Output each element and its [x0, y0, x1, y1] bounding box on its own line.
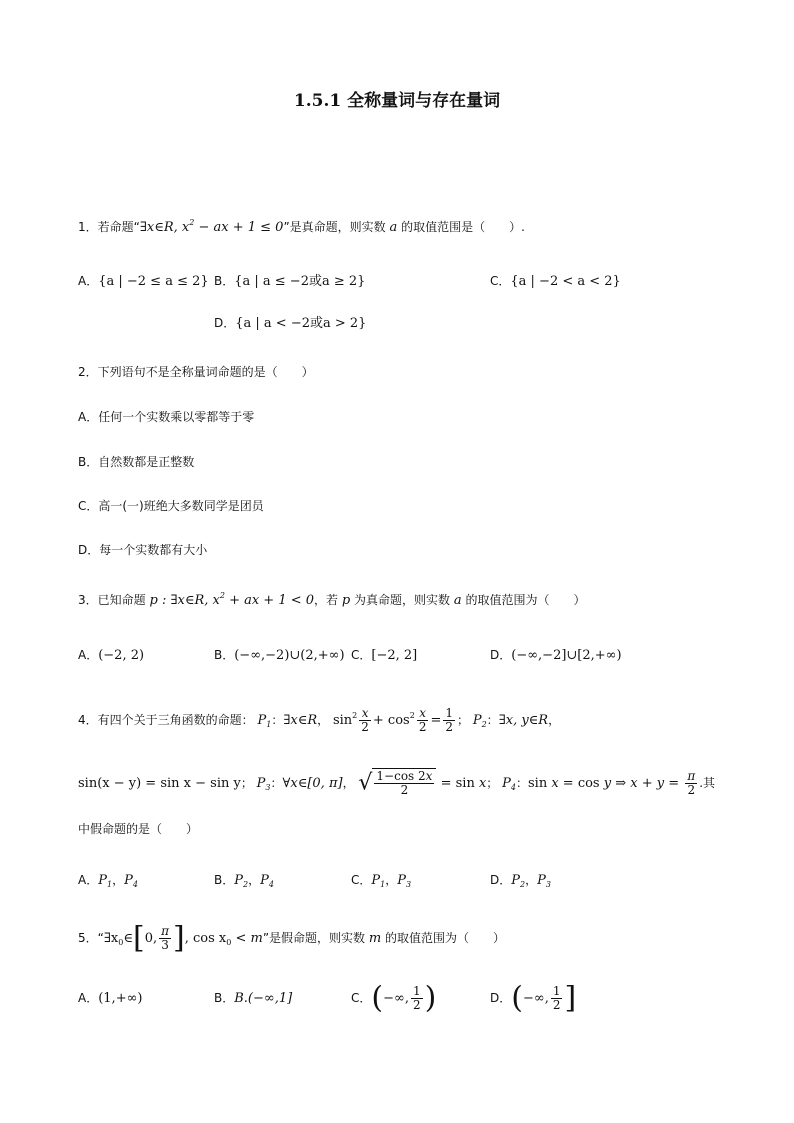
option-label: A．	[78, 648, 99, 662]
question-text: 为真命题，则实数	[354, 593, 451, 607]
question-text: 已知命题	[97, 593, 146, 607]
question-text: ”是真命题，则实数	[283, 220, 386, 234]
option-label: A．	[78, 274, 99, 288]
option-a[interactable]	[78, 645, 144, 666]
option-c[interactable]	[351, 645, 417, 666]
question-text: 有四个关于三角函数的命题：	[97, 713, 254, 727]
math-expression: $P_4$	[502, 776, 516, 792]
option-label: B．	[214, 991, 235, 1005]
question-text: 的取值范围为（ ）	[385, 931, 506, 945]
math-expression: p : ∃x∈R, $x^2$ + ax + 1 < 0	[149, 591, 315, 608]
option-value: {a | a ≤ −2或a ≥ 2}	[234, 274, 366, 289]
option-value: {a | −2 < a < 2}	[510, 274, 621, 289]
option-label: D．	[490, 991, 512, 1005]
question-text: 下列语句不是全称量词命题的是（ ）	[97, 365, 314, 379]
option-b[interactable]	[214, 271, 365, 292]
option-c[interactable]: C．高一(一)班绝大多数同学是团员	[78, 499, 264, 513]
question-text: 其	[703, 776, 716, 790]
option-label: A．	[78, 873, 99, 887]
math-expression: sin(x − y) = sin x − sin y	[78, 776, 241, 791]
question-4: 4．有四个关于三角函数的命题： $P_1$：∃x∈R， $\sin^2$ $\frac{x}{2}$ + $\cos^2$ $\frac{x}{2}$ = $\frac{1}{2}$ ； $P_2$：∃x, y∈R，	[78, 706, 561, 734]
option-c[interactable]: C．(−∞, $\frac{1}{2}$ )	[351, 980, 437, 1016]
option-label: D．	[490, 648, 512, 662]
question-2	[78, 362, 314, 382]
math-expression: $\sin^2$ $\frac{x}{2}$ + $\cos^2$ $\frac{x}{2}$ = $\frac{1}{2}$	[332, 706, 453, 734]
math-expression: $P_2$	[472, 713, 487, 729]
option-b[interactable]	[214, 988, 292, 1009]
option-a[interactable]	[78, 271, 209, 292]
variable: m	[368, 931, 382, 946]
math-expression: sin x = cos y ⇒ x + y = $\frac{\pi}{2}$	[527, 769, 696, 797]
math-expression: ∃x, y∈R	[498, 713, 549, 728]
option-d[interactable]	[490, 645, 622, 666]
math-expression: √ $\frac{1-\cos 2x}{2}$	[358, 768, 436, 799]
option-label: D．	[490, 873, 512, 887]
option-value: {a | −2 ≤ a ≤ 2}	[98, 274, 209, 289]
option-b[interactable]: B．$P_2$，$P_4$	[214, 873, 274, 889]
math-expression: ∃x∈R, $x^2$ − ax + 1 ≤ 0	[139, 218, 284, 235]
math-expression: ∃x∈R	[283, 713, 318, 728]
math-expression: $P_3$	[256, 776, 271, 792]
question-4-line-2: sin(x − y) = sin x − sin y； $P_3$：∀x∈[0, π]， √ $\frac{1-\cos 2x}{2}$ = sin x； $P_4$：sin x = cos y ⇒ x + y = $\frac{\pi}{2}$ .其	[78, 769, 716, 797]
option-label: B．	[214, 648, 235, 662]
question-number: 1．	[78, 220, 98, 234]
question-number: 3．	[78, 593, 98, 607]
question-text: ，若	[314, 593, 339, 607]
option-d[interactable]: D．(−∞, $\frac{1}{2}$ ]	[490, 980, 577, 1016]
option-label: B．	[214, 274, 235, 288]
option-b[interactable]: B．自然数都是正整数	[78, 455, 195, 469]
option-label: B．	[214, 873, 235, 887]
option-value: (−∞,−2]∪[2,+∞)	[511, 648, 622, 663]
question-text: “	[97, 931, 104, 945]
option-a[interactable]	[78, 988, 143, 1009]
question-4-line-3: 中假命题的是（ ）	[78, 822, 199, 836]
option-b[interactable]	[214, 645, 345, 666]
variable: a	[389, 220, 398, 235]
option-value: {a | a < −2或a > 2}	[235, 316, 367, 331]
page-title: 1.5.1 全称量词与存在量词	[293, 91, 501, 111]
option-value: B.(−∞,1]	[234, 991, 293, 1006]
question-5	[78, 920, 505, 957]
question-text: 的取值范围是（ ）.	[401, 220, 525, 234]
option-label: C．	[351, 873, 372, 887]
question-1	[78, 217, 525, 238]
option-label: D．	[214, 316, 236, 330]
math-expression: ∀x∈[0, π]	[282, 776, 343, 791]
question-number: 5．	[78, 931, 98, 945]
option-a[interactable]: A．$P_1$，$P_4$	[78, 873, 138, 889]
variable: p	[341, 593, 351, 608]
question-number: 4．	[78, 713, 98, 727]
option-value: (−∞,−2)∪(2,+∞)	[234, 648, 345, 663]
math-expression: $P_1$	[257, 713, 272, 729]
option-label: A．	[78, 991, 99, 1005]
option-c[interactable]	[490, 271, 621, 292]
question-text: 若命题“	[97, 220, 140, 234]
question-3	[78, 590, 586, 611]
option-d[interactable]: D．$P_2$，$P_3$	[490, 873, 551, 889]
option-value: [−2, 2]	[371, 648, 418, 663]
option-value: (1,+∞)	[98, 991, 143, 1006]
option-label: C．	[490, 274, 511, 288]
option-label: C．	[351, 648, 372, 662]
math-expression: $\exists x_0\in[0$, $\frac{\pi}{3}$ ], $\cos x_0 < m$	[103, 920, 263, 956]
option-a[interactable]: A．任何一个实数乘以零都等于零	[78, 410, 255, 424]
question-text: ”是假命题，则实数	[262, 931, 366, 945]
option-label: C．	[351, 991, 372, 1005]
option-c[interactable]: C．$P_1$，$P_3$	[351, 873, 412, 889]
option-d[interactable]	[214, 313, 366, 334]
variable: a	[453, 593, 462, 608]
question-text: 的取值范围为（ ）	[465, 593, 586, 607]
option-d[interactable]: D．每一个实数都有大小	[78, 543, 208, 557]
option-value: (−2, 2)	[98, 648, 145, 663]
question-number: 2．	[78, 365, 98, 379]
